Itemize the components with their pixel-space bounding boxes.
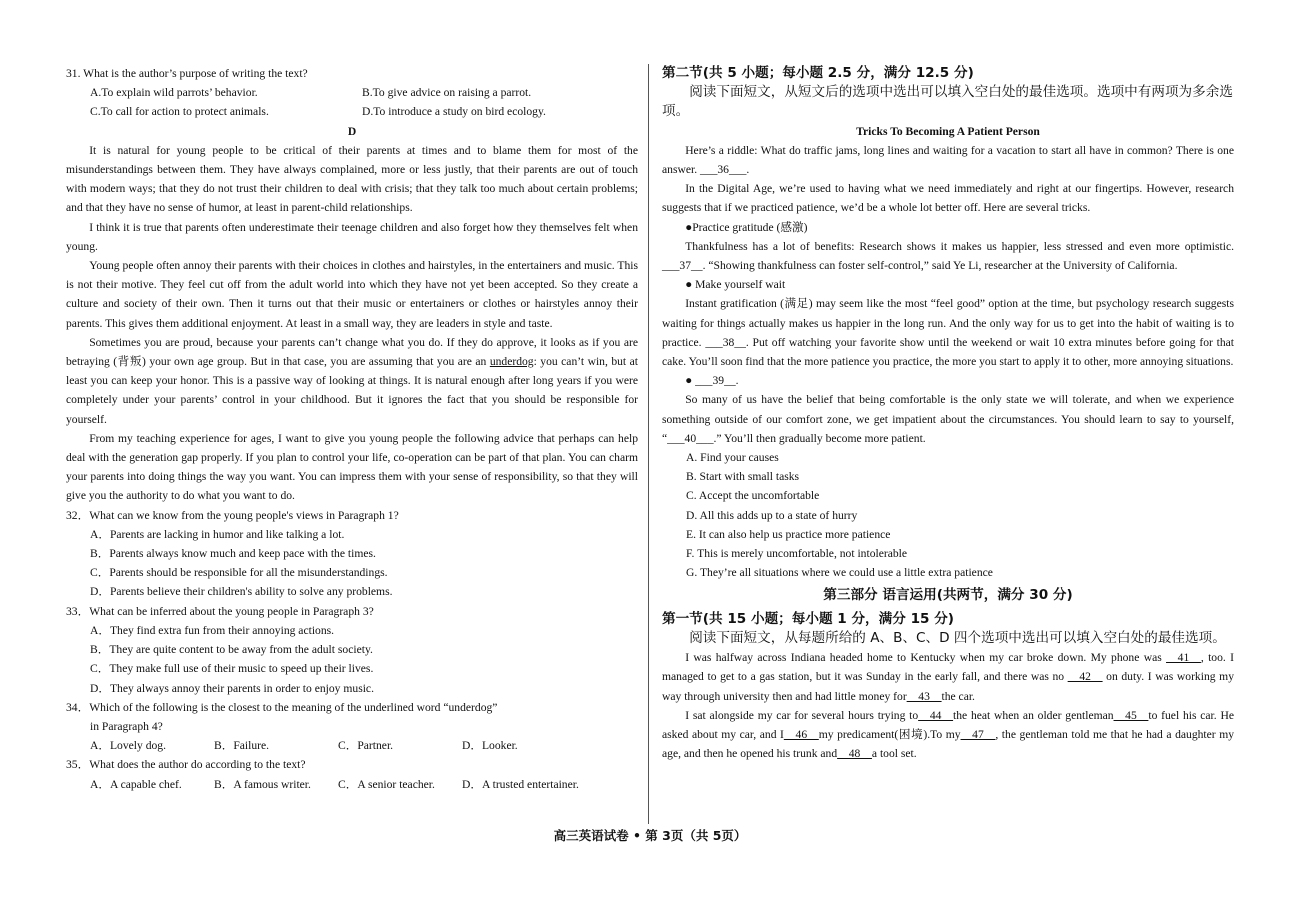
choice: A. Find your causes: [686, 451, 779, 465]
choice-list: [662, 448, 1234, 582]
cloze-paragraph-2: [662, 706, 1234, 764]
question-31-options: [66, 83, 638, 121]
part-3-heading: 第三部分 语言运用(共两节，满分 30 分): [823, 587, 1073, 604]
choice: G. They’re all situations where we could use a little extra patience: [686, 566, 993, 580]
question-32-stem: 32．What can we know from the young people's views in Paragraph 1?: [66, 508, 399, 522]
passage-d-paragraph-3: Young people often annoy their parents with their choices in clothes and hairstyles, in the entertainers and music. This is not their motive. They feel cut off from the adult world into which they have not yet been accepted. So they create a culture and society of their own. Then it turns out that their music or entertainers or clothes or hairstyles annoy their parents. This gives them additional enjoyment. At least in a small way, they are leaders in style and taste.: [66, 259, 638, 330]
cloze-blank: __45__: [1113, 708, 1149, 722]
question-34-stem-continued: in Paragraph 4?: [90, 719, 163, 733]
cloze-text: I was halfway across Indiana headed home to Kentucky when my car broke down. My phone was: [685, 651, 1167, 665]
passage-title: Tricks To Becoming A Patient Person: [856, 124, 1040, 138]
cloze-text: on duty. I was working my way through university then and had little money for: [662, 670, 1234, 703]
option: C.To call for action to protect animals.: [90, 105, 269, 119]
choice: B. Start with small tasks: [686, 470, 800, 484]
cloze-blank: __48__: [837, 747, 872, 761]
option: A．Lovely dog.: [90, 739, 166, 753]
option: B．Parents always know much and keep pace with the times.: [90, 547, 376, 561]
cloze-text: my predicament(困境).To my: [818, 727, 961, 741]
cloze-blank: __47__: [960, 727, 996, 741]
question-34-stem: 34．Which of the following is the closest to the meaning of the underlined word “underdog”: [66, 700, 498, 714]
option: B.To give advice on raising a parrot.: [362, 86, 532, 100]
cloze-text: I sat alongside my car for several hours trying to: [685, 708, 919, 722]
cloze-blank: __46__: [783, 727, 819, 741]
passage-d-paragraph-2: I think it is true that parents often underestimate their teenage children and also forget how they themselves felt when young.: [66, 220, 638, 253]
underlined-word: underdog: [489, 355, 534, 369]
question-35-options: [66, 775, 638, 794]
cloze-blank: __41__: [1166, 651, 1201, 665]
cloze-blank: __43__: [906, 689, 942, 703]
option: C．A senior teacher.: [338, 777, 435, 791]
passage-paragraph: So many of us have the belief that being comfortable is the only state we will tolerate, and when we experience something outside of our comfort zone, we get impatient about the circumstances. You should learn to say to yourself, “___40___.” You’ll then gradually become more patient.: [662, 393, 1234, 445]
option: B．They are quite content to be away from the adult society.: [90, 643, 373, 657]
passage-d-paragraph-4: [66, 333, 638, 429]
question-35-stem: 35．What does the author do according to the text?: [66, 758, 306, 772]
passage-paragraph: Instant gratification (满足) may seem like the most “feel good” option at the time, but psychology research suggests waiting for things actually makes us happier in the long run. And the only way for us to get into the habit of waiting is to practice. ___38__. Put off watching your favorite show until the weekend or wait 10 extra minutes before going for that cake. You’ll soon find that the more patience you practice, the more you start to apply it to other, more annoying situations.: [662, 297, 1234, 369]
choice: E. It can also help us practice more patience: [686, 527, 891, 541]
bullet-heading: ● ___39__.: [685, 374, 739, 388]
right-column: [662, 64, 1234, 763]
passage-paragraph: Here’s a riddle: What do traffic jams, long lines and waiting for a vacation to start all have in common? There is one answer. ___36___.: [662, 143, 1234, 177]
option: C．They make full use of their music to speed up their lives.: [90, 662, 374, 676]
choice: D. All this adds up to a state of hurry: [686, 508, 858, 522]
passage-d-title: D: [347, 124, 357, 138]
bullet-heading: ●Practice gratitude (感激): [685, 220, 808, 234]
cloze-text: to fuel his car. He asked about my car, and I: [662, 708, 1234, 741]
cloze-blank: __42__: [1067, 670, 1103, 684]
option: A．A capable chef.: [90, 777, 182, 791]
column-divider: [648, 64, 649, 824]
option: D.To introduce a study on bird ecology.: [362, 105, 546, 119]
section-1-heading: 第一节(共 15 小题；每小题 1 分，满分 15 分): [662, 610, 955, 627]
cloze-text: , too. I managed to get to a gas station, but it was Sunday in the early fall, and there was no: [662, 651, 1234, 684]
option: D．Parents believe their children's ability to solve any problems.: [90, 585, 393, 599]
option: C．Parents should be responsible for all the misunderstandings.: [90, 566, 388, 580]
cloze-paragraph-1: [662, 648, 1234, 706]
paragraph-4-text-end: : you can’t win, but at least you can keep your honor. This is a passive way of looking at things. It is natural enough after long years if you were completely under your parents’ control in your childhood. But it ignores the fact that you should be responsible for yourself.: [66, 355, 638, 426]
section-2-instructions: 阅读下面短文，从短文后的选项中选出可以填入空白处的最佳选项。选项中有两项为多余选项。: [662, 84, 1233, 120]
section-1-instructions: 阅读下面短文，从每题所给的 A、B、C、D 四个选项中选出可以填入空白处的最佳选项。: [689, 629, 1226, 646]
cloze-text: the car.: [941, 689, 975, 703]
cloze-text: , the gentleman told me that he had a daughter my age, and then he opened his trunk and: [662, 727, 1235, 761]
question-31-stem: 31. What is the author’s purpose of writing the text?: [66, 67, 308, 80]
option: D．A trusted entertainer.: [462, 777, 579, 791]
option: D．Looker.: [462, 739, 518, 753]
cloze-text: a tool set.: [871, 747, 917, 761]
cloze-blank: __44__: [918, 708, 953, 722]
option: B．Failure.: [214, 739, 270, 753]
question-34-options: [66, 736, 638, 755]
option: A．Parents are lacking in humor and like talking a lot.: [90, 527, 345, 541]
passage-paragraph: In the Digital Age, we’re used to having what we need immediately and right at our fingertips. However, research suggests that if we practiced patience, we’d be a whole lot better off. Here are several tricks.: [662, 182, 1234, 215]
option: D．They always annoy their parents in order to enjoy music.: [90, 681, 374, 695]
cloze-text: the heat when an older gentleman: [953, 708, 1114, 722]
option: B．A famous writer.: [214, 777, 311, 791]
bullet-heading: ● Make yourself wait: [685, 278, 786, 292]
choice: C. Accept the uncomfortable: [686, 489, 820, 503]
choice: F. This is merely uncomfortable, not intolerable: [686, 547, 908, 561]
section-2-heading: 第二节(共 5 小题；每小题 2.5 分，满分 12.5 分): [662, 65, 974, 81]
left-column: [66, 64, 638, 794]
passage-paragraph: Thankfulness has a lot of benefits: Research shows it makes us happier, less stressed and even more optimistic. ___37__. “Showing thankfulness can foster self-control,” said Ye Li, researcher at the University of California.: [662, 239, 1234, 273]
passage-d-paragraph-1: It is natural for young people to be critical of their parents at times and to blame them for most of the misunderstandings between them. They have always complained, more or less justly, that their parents are out of touch with modern ways; that they do not trust their children to deal with crisis; that they talk too much about certain problems; and that they have no sense of humor, at least in parent-child relationships.: [66, 143, 638, 215]
paragraph-4-text: Sometimes you are proud, because your parents can’t change what you do. If they do approve, it looks as if you are betraying (背叛) your own age group. But in that case, you are assuming that you are an: [66, 335, 638, 369]
option: A．They find extra fun from their annoying actions.: [90, 623, 335, 637]
question-33-stem: 33．What can be inferred about the young people in Paragraph 3?: [66, 604, 374, 618]
page-footer: 高三英语试卷 • 第 3页（共 5页）: [553, 828, 747, 843]
option: A.To explain wild parrots’ behavior.: [90, 86, 258, 100]
option: C．Partner.: [338, 739, 394, 753]
passage-d-paragraph-5: From my teaching experience for ages, I want to give you young people the following advice that perhaps can help deal with the generation gap properly. If you plan to control your life, co-operation can be part of that plan. You can charm your parents into doing things the way you want. You can impress them with your sense of responsibility, so that they will give you the authority to do what you want to do.: [66, 431, 638, 503]
